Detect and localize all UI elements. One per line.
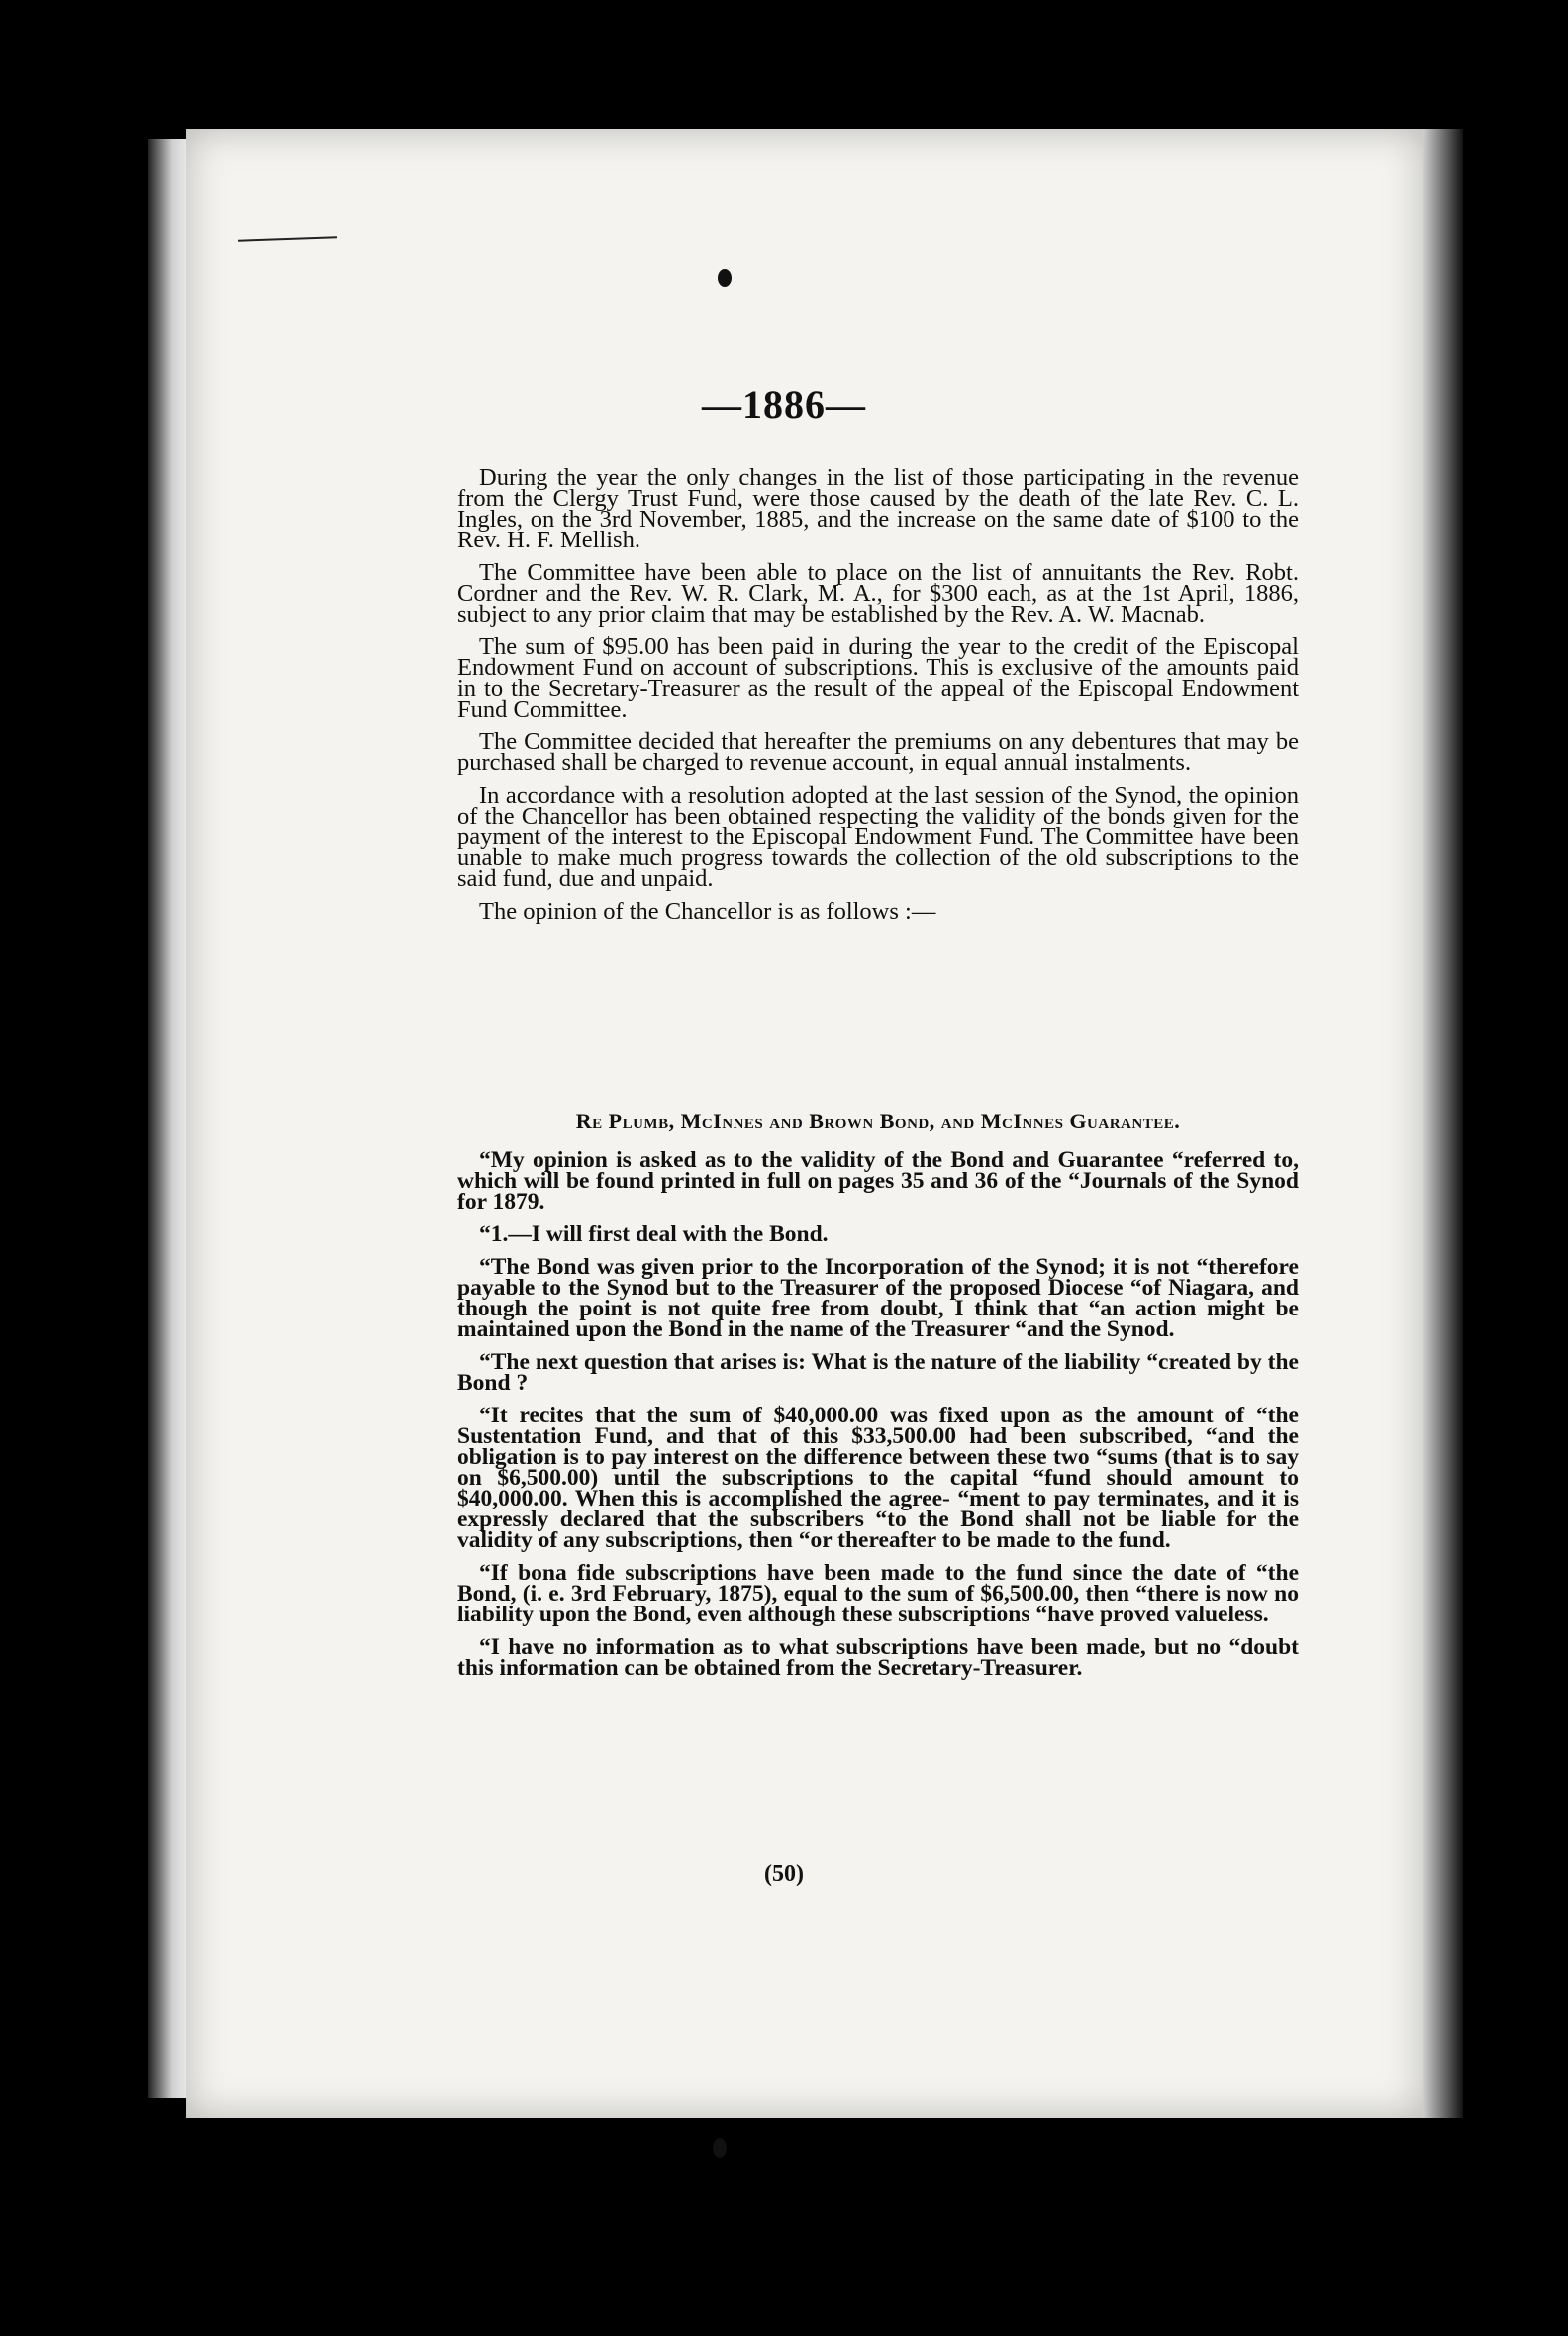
- paragraph: “1.—I will first deal with the Bond.: [479, 1221, 829, 1247]
- opinion-section: [457, 1109, 1299, 1691]
- ink-blot-mark: [718, 269, 732, 287]
- running-head: —1886—: [702, 382, 866, 427]
- paragraph: “The Bond was given prior to the Incorporation of the Synod; it is not “therefore payable to the Synod but to the Treasurer of the proposed Diocese “of Niagara, and though the point is not quite free from doubt, I think that “an action might be maintained upon the Bond in the name of the Treasurer “and the Synod.: [457, 1254, 1299, 1342]
- paragraph: The opinion of the Chancellor is as follows :—: [479, 898, 936, 925]
- paragraph: “I have no information as to what subscriptions have been made, but no “doubt this information can be obtained from the Secretary-Treasurer.: [457, 1634, 1299, 1681]
- paragraph: “The next question that arises is: What is the nature of the liability “created by the Bond ?: [457, 1349, 1299, 1396]
- paragraph: The Committee decided that hereafter the premiums on any debentures that may be purchased shall be charged to revenue account, in equal annual instalments.: [457, 729, 1299, 776]
- page-number: (50): [764, 1861, 804, 1887]
- paragraph: The sum of $95.00 has been paid in during the year to the credit of the Episcopal Endowment Fund on account of subscriptions. This is exclusive of the amounts paid in to the Secretary-Treasurer as the result of the appeal of the Episcopal Endowment Fund Committee.: [457, 633, 1299, 723]
- paragraph: “If bona fide subscriptions have been made to the fund since the date of “the Bond, (i. e. 3rd February, 1875), equal to the sum of $6,500.00, then “there is now no liability upon the Bond, even although these subscriptions “have proved valueless.: [457, 1560, 1299, 1627]
- section-heading: Re Plumb, McInnes and Brown Bond, and McInnes Guarantee.: [575, 1109, 1181, 1133]
- paragraph: “It recites that the sum of $40,000.00 was fixed upon as the amount of “the Sustentation Fund, and that of this $33,500.00 had been subscribed, “and the obligation is to pay interest on the difference between these two “sums (that is to say on $6,500.00) until the subscriptions to the capital “fund should amount to $40,000.00. When this is accomplished the agree- “ment to pay terminates, and it is expressly declared that the subscribers “to the Bond shall not be liable for the validity of any subscriptions, then “or thereafter to be made to the fund.: [457, 1403, 1299, 1553]
- ink-blot-mark: [713, 2138, 727, 2158]
- paragraph: In accordance with a resolution adopted at the last session of the Synod, the opinion of the Chancellor has been obtained respecting the validity of the bonds given for the payment of the interest to the Episcopal Endowment Fund. The Committee have been unable to make much progress towards the collection of the old subscriptions to the said fund, due and unpaid.: [457, 782, 1299, 892]
- paragraph: The Committee have been able to place on the list of annuitants the Rev. Robt. Cordner and the Rev. W. R. Clark, M. A., for $300 each, as at the 1st April, 1886, subject to any prior claim that may be established by the Rev. A. W. Macnab.: [457, 559, 1299, 628]
- page-edge-left: [148, 139, 188, 2098]
- paragraph: During the year the only changes in the list of those participating in the revenue from the Clergy Trust Fund, were those caused by the death of the late Rev. C. L. Ingles, on the 3rd November, 1885, and the increase on the same date of $100 to the Rev. H. F. Mellish.: [457, 464, 1299, 553]
- report-section: [457, 464, 1299, 933]
- paragraph: “My opinion is asked as to the validity of the Bond and Guarantee “referred to, which will be found printed in full on pages 35 and 36 of the “Journals of the Synod for 1879.: [457, 1147, 1299, 1215]
